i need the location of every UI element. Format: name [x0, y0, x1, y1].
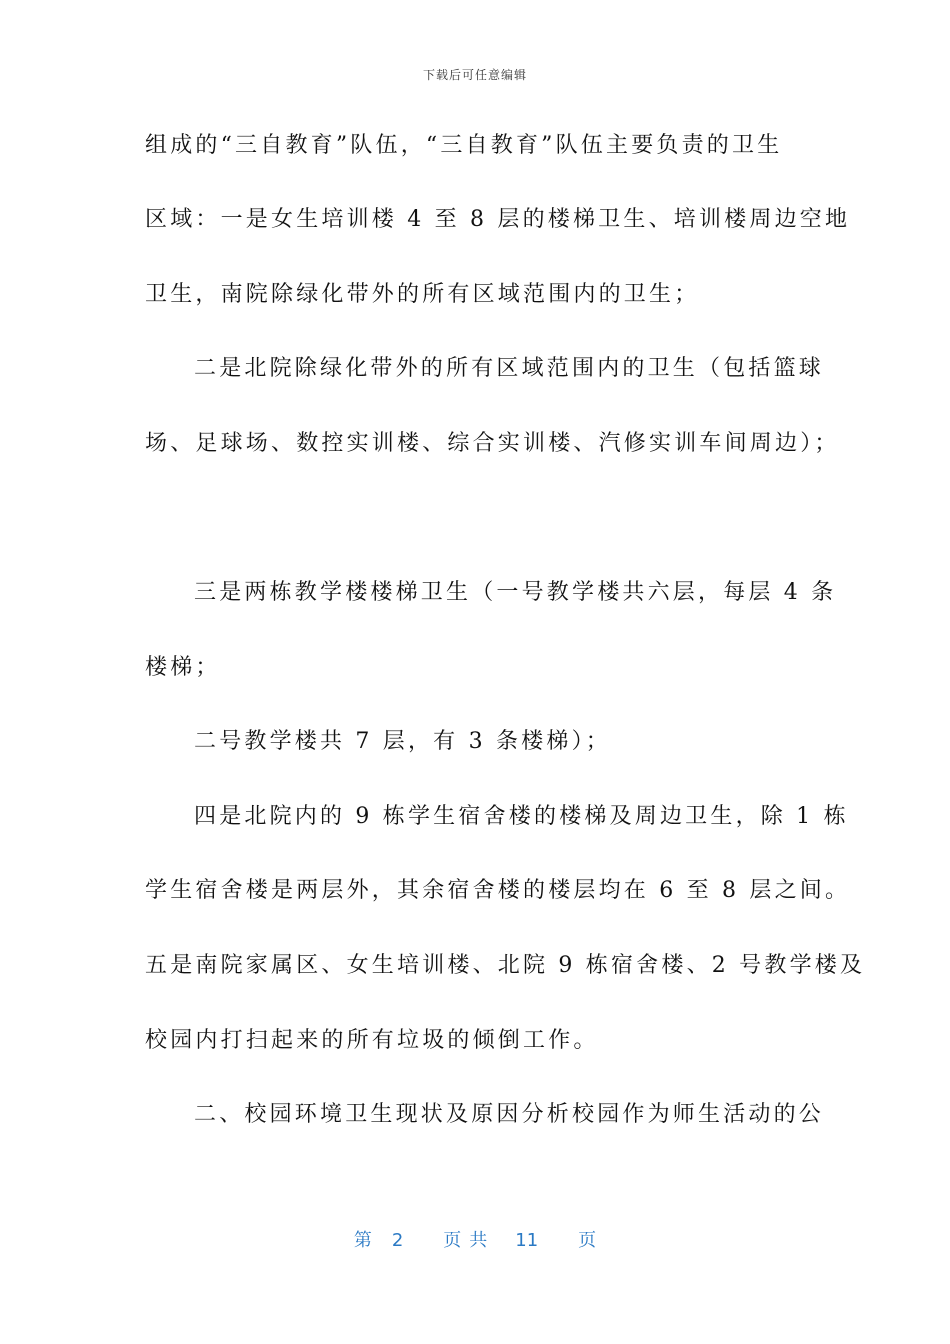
footer-total-pages: 11	[515, 1230, 539, 1251]
footer-suffix: 页	[578, 1230, 597, 1251]
body-line-10: 学生宿舍楼是两层外，其余宿舍楼的楼层均在 6 至 8 层之间。	[145, 878, 851, 903]
page-header: 下载后可任意编辑	[422, 68, 527, 82]
body-line-7: 楼梯；	[145, 655, 221, 680]
footer-current-page: 2	[391, 1230, 404, 1251]
body-line-2: 区域：一是女生培训楼 4 至 8 层的楼梯卫生、培训楼周边空地	[145, 207, 851, 232]
body-line-11: 五是南院家属区、女生培训楼、北院 9 栋宿舍楼、2 号教学楼及	[145, 953, 866, 978]
body-line-12: 校园内打扫起来的所有垃圾的倾倒工作。	[145, 1028, 599, 1053]
body-line-4: 二是北院除绿化带外的所有区域范围内的卫生（包括篮球	[194, 356, 825, 381]
footer-middle: 页共	[443, 1230, 496, 1251]
body-line-13: 二、校园环境卫生现状及原因分析校园作为师生活动的公	[194, 1102, 825, 1127]
body-line-8: 二号教学楼共 7 层，有 3 条楼梯）；	[194, 729, 611, 754]
page-footer	[0, 1226, 950, 1252]
body-line-5: 场、足球场、数控实训楼、综合实训楼、汽修实训车间周边）；	[145, 431, 840, 456]
body-line-6: 三是两栋教学楼楼梯卫生（一号教学楼共六层，每层 4 条	[194, 580, 837, 605]
footer-prefix: 第	[353, 1230, 372, 1251]
body-line-3: 卫生，南院除绿化带外的所有区域范围内的卫生；	[145, 282, 700, 307]
body-line-1: 组成的“三自教育”队伍，“三自教育”队伍主要负责的卫生	[145, 133, 783, 158]
body-line-9: 四是北院内的 9 栋学生宿舍楼的楼梯及周边卫生，除 1 栋	[194, 804, 849, 829]
